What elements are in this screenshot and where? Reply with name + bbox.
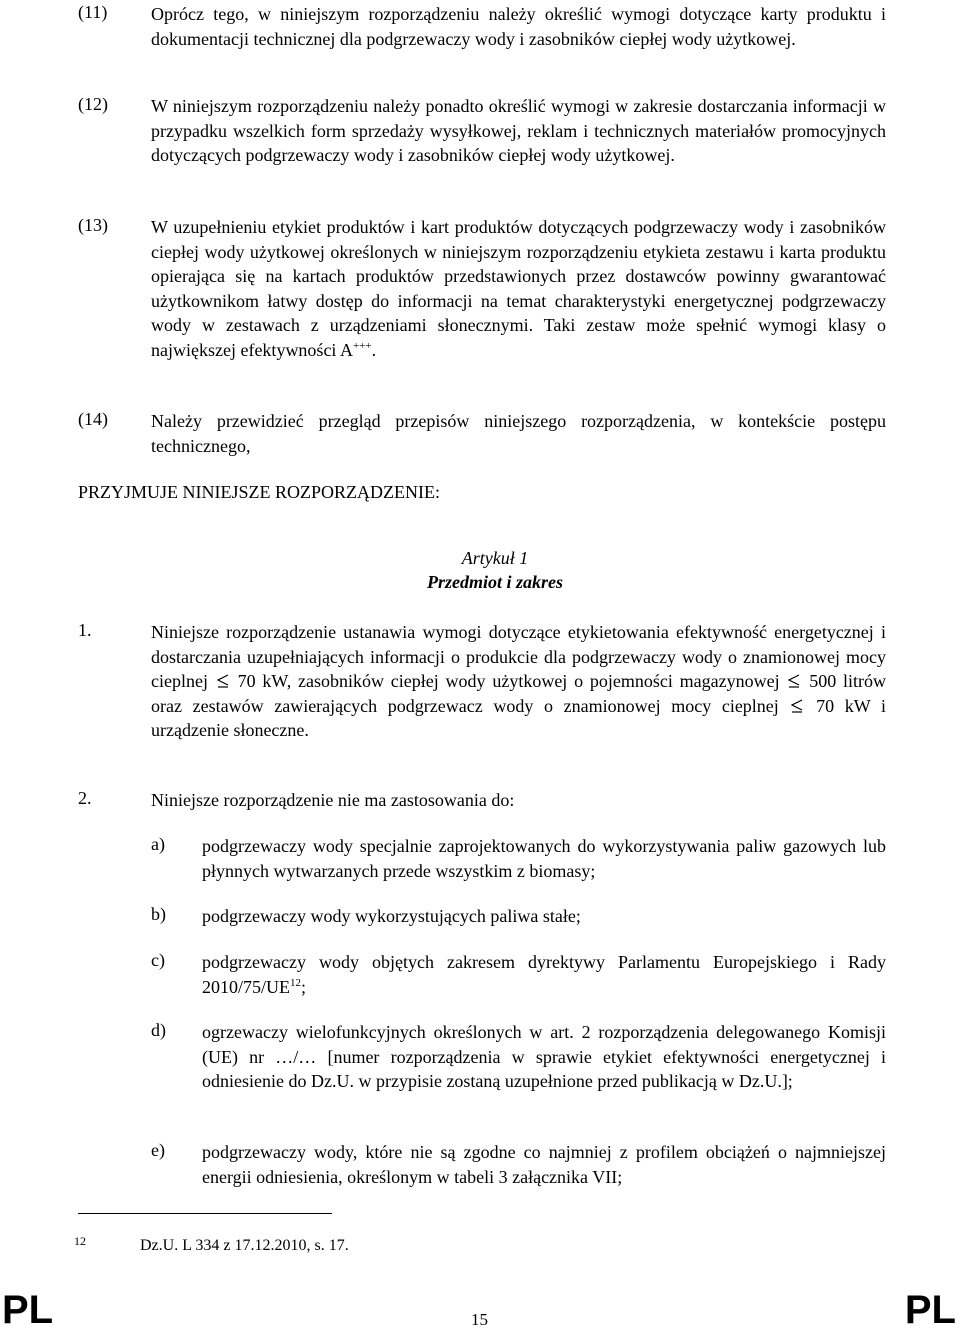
footnote-divider [78,1213,332,1214]
less-or-equal-icon [786,670,802,684]
paragraph-number: 2. [78,788,92,808]
list-item-e [151,1140,886,1189]
item-text-end: ; [301,976,307,997]
item-text: podgrzewaczy wody specjalnie zaprojektowanych do wykorzystywania paliw gazowych lub płynnych wytwarzanych przede wszystkim z biomasy; [202,836,886,881]
recital-number: (12) [78,94,108,114]
item-label: e) [151,1140,165,1160]
page-number: 15 [471,1310,488,1329]
recital-text: W niniejszym rozporządzeniu należy ponadto określić wymogi w zakresie dostarczania informacji w przypadku wszelkich form sprzedaży wysyłkowej, reklam i technicznych materiałów promocyjnych dotyczących podgrzewaczy wody i zasobników ciepłej wody użytkowej. [151,96,886,165]
item-text: podgrzewaczy wody, które nie są zgodne co najmniej z profilem obciążeń o najmniejszej energii odniesienia, określonym w tabeli 3 załącznika VII; [202,1142,886,1187]
list-item-c [151,950,886,999]
class-superscript: +++ [352,339,372,352]
footnote-mark: 12 [74,1234,86,1248]
list-item-d [151,1020,886,1094]
list-item-a [151,834,886,883]
list-item-b [151,904,886,929]
less-or-equal-icon [789,695,805,709]
item-text: ogrzewaczy wielofunkcyjnych określonych w art. 2 rozporządzenia delegowanego Komisji (UE) nr …/… [numer rozporządzenia w sprawie etykiet efektywności energetycznej i odniesienie do Dz.U. w przypisie zostaną uzupełnione przed publikacją w Dz.U.]; [202,1022,886,1091]
footnote-ref: 12 [290,976,301,989]
recital-number: (14) [78,409,108,429]
item-text-main: podgrzewaczy wody objętych zakresem dyrektywy Parlamentu Europejskiego i Rady 2010/75/UE [202,952,886,997]
recital-13 [78,215,886,362]
recital-text [151,215,886,362]
recital-text-end: . [371,339,377,360]
recital-11 [78,2,886,51]
paragraph-text: Niniejsze rozporządzenie nie ma zastosowania do: [151,790,515,810]
adoption-formula: PRZYJMUJE NINIEJSZE ROZPORZĄDZENIE: [78,482,440,502]
paragraph-number: 1. [78,620,92,640]
paragraph-text-part: 70 kW i urządzenie słoneczne. [151,695,887,740]
recital-text: Oprócz tego, w niniejszym rozporządzeniu należy określić wymogi dotyczące karty produktu i dokumentacji technicznej dla podgrzewaczy wody i zasobników ciepłej wody użytkowej. [151,4,886,49]
paragraph-text [151,620,886,743]
article-title: Artykuł 1 [461,548,529,568]
article-paragraph-1 [78,620,886,743]
recital-text-main: W uzupełnieniu etykiet produktów i kart produktów dotyczących podgrzewaczy wody i zasobników ciepłej wody użytkowej określonych w niniejszym rozporządzeniu etykieta zestawu i karta produktu opierająca się na kartach produktów przedstawionych przez dostawców powinny gwarantować użytkownikom łatwy dostęp do informacji na temat charakterystyki energetycznej podgrzewaczy wody w zestawach z urządzeniami słonecznymi. Taki zestaw może spełnić wymogi klasy o największej efektywności A [151,217,886,360]
item-label: b) [151,904,166,924]
recital-14 [78,409,886,458]
article-paragraph-2 [78,788,886,813]
paragraph-text-part: 70 kW, zasobników ciepłej wody użytkowej o pojemności magazynowej [237,671,780,691]
footer-language-left: PL [2,1288,54,1332]
footer-language-right: PL [904,1288,956,1332]
item-text [202,950,886,999]
item-label: a) [151,834,165,854]
recital-number: (11) [78,2,108,22]
footnote-text: Dz.U. L 334 z 17.12.2010, s. 17. [140,1237,349,1254]
less-or-equal-icon [215,670,231,684]
item-label: c) [151,950,165,970]
recital-text: Należy przewidzieć przegląd przepisów niniejszego rozporządzenia, w kontekście postępu technicznego, [151,411,886,456]
paragraph-text-part: 500 litrów oraz zestawów zawierających podgrzewacz wody o znamionowej mocy cieplnej [151,671,887,716]
item-text: podgrzewaczy wody wykorzystujących paliwa stałe; [202,906,581,926]
item-label: d) [151,1020,166,1040]
article-subtitle: Przedmiot i zakres [426,572,563,592]
recital-number: (13) [78,215,108,235]
paragraph-text-part: Niniejsze rozporządzenie ustanawia wymogi dotyczące etykietowania efektywność energetycznej i dostarczania uzupełniających informacji o produkcie dla podgrzewaczy wody o znamionowej mocy cieplnej [151,622,886,691]
recital-12 [78,94,886,168]
